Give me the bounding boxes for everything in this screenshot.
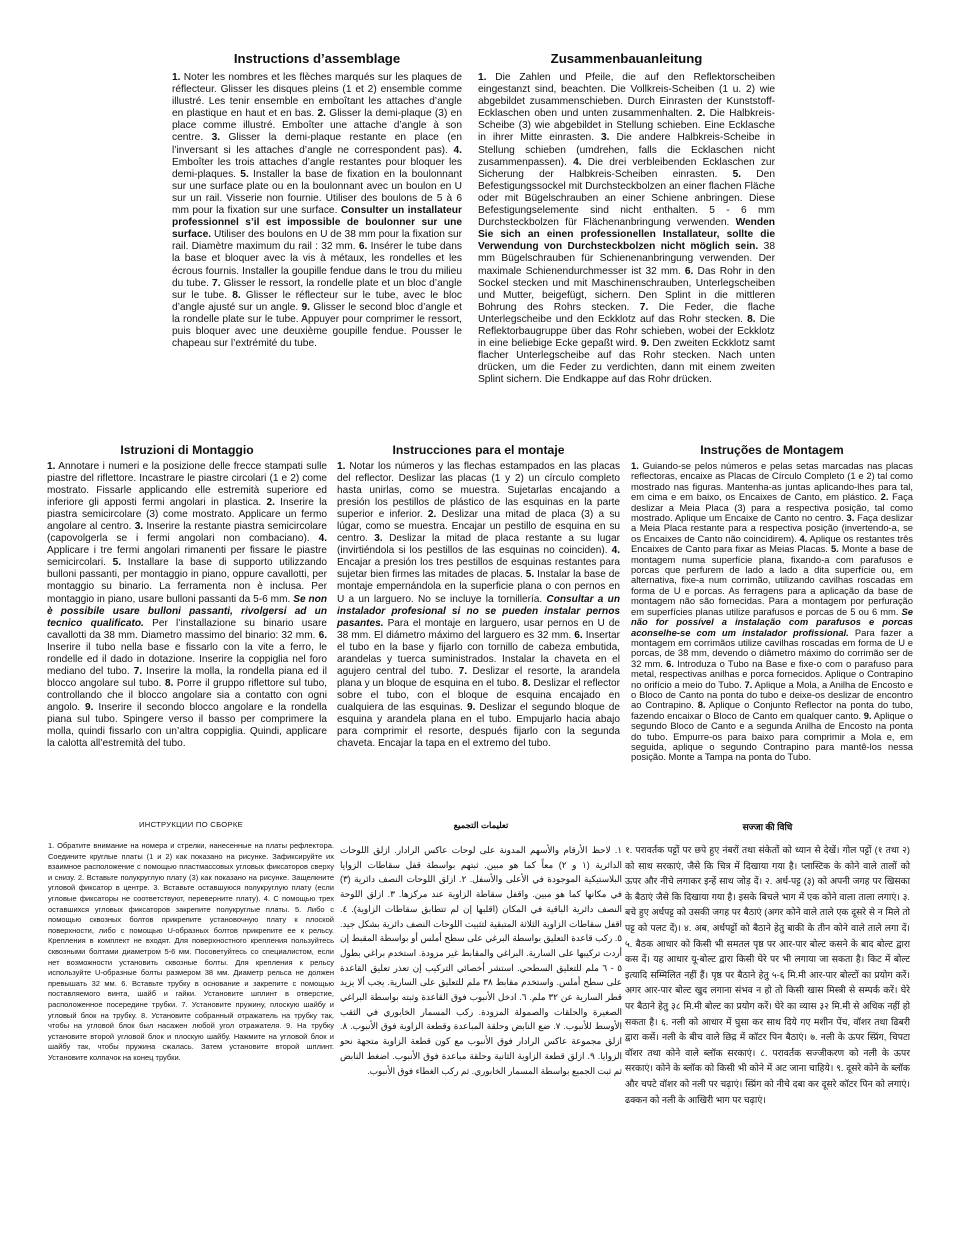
russian-title: ИНСТРУКЦИИ ПО СБОРКЕ (139, 820, 243, 829)
italian-body: 1. Annotare i numeri e la posizione delle frecce stampati sulle piastre del riflettore. Incastrare le piastre circolari (1 e 2) come mostrato. Fissarle applicando elle estremità superiore ed inferiore gli apposti fermi angolari in plastica. 2. Inserire la piastra semicircolare (3) come mostrato. Applicare un fermo angolare al centro. 3. Inserire la restante piastra semicircolare (capovolgerla se i fermi angolari non combaciano). 4. Applicare i tre fermi angolari rimanenti per fissare le piastre semicircolari. 5. Installare la base di supporto utilizzando bulloni passanti, per montaggio in piano, oppure cavallotti, per montaggio su binario. La ferramenta non è inclusa. Per montaggio in piano, usare bulloni passanti da 5-6 mm. Se non è possibile usare bulloni passanti, rivolgersi ad un tecnico qualificato. Per l’installazione su binario usare cavallotti da 38 mm. Diametro massimo del binario: 32 mm. 6. Inserire il tubo nella base e fissarlo con la vite a ferro, le rondelle ed il dado in dotazione. Inserire la coppiglia nel foro mediano del tubo. 7. Inserire la molla, la rondella piana ed il blocco angolare sul tubo. 8. Porre il gruppo riflettore sul tubo, controllando che il blocco angolare sia a contatto con ogni angolo. 9. Inserire il secondo blocco angolare e la rondella piana sul tubo. Spingere verso il basso per comprimere la molla, quindi fissarlo con un’altra coppiglia. Quindi, applicare la calotta all’estremità del tubo. (47, 461, 328, 750)
german-body: 1. Die Zahlen und Pfeile, die auf den Reflektorscheiben eingestanzt sind, beachten. Die Vollkreis-Scheiben (1 u. 2) wie abgebildet zusammenschieben. Durch Einrasten der Kunststoff-Ecklaschen oben und unten zusammenhalten. 2. Die Halbkreis-Scheibe (3) wie abgebildet in Stellung schieben. Eine Ecklasche in ihrer Mitte einrasten. 3. Die andere Halbkreis-Scheibe in Stellung schieben (umdrehen, falls die Ecklaschen nicht zusammenpassen). 4. Die drei verbleibenden Ecklaschen zur Sicherung der Halbkreis-Scheiben einrasten. 5. Den Befestigungssockel mit Durchsteckbolzen an einer flachen Fläche oder mit Bügelschrauben an einer Schiene anbringen. Diese Befestigungselemente sind nicht enthalten. 5 - 6 mm Durchsteckbolzen für Flächenanbringung verwenden. Wenden Sie sich an einen professionellen Installateur, sollte die Verwendung von Durchsteckbolzen nicht möglich sein. 38 mm Bügelschrauben für Schienenanbringung verwenden. Der maximale Schienendurchmesser ist 32 mm. 6. Das Rohr in den Sockel stecken und mit Maschinenschrauben, Unterlegscheiben und Mutter, beigefügt, sichern. Den Splint in die mittleren Bohrung des Rohrs stecken. 7. Die Feder, die flache Unterlegscheibe und den Eckklotz auf das Rohr stecken. 8. Die Reflektorbaugruppe über das Rohr schieben, wobei der Eckklotz in eine beliebige Ecke gepaßt wird. 9. Den zweiten Eckklotz samt flacher Unterlegscheibe auf das Rohr stecken. Nach unten drücken, um die Feder zu verdichten, dann mit einem zweiten Splint sichern. Die Endkappe auf das Rohr drücken. (478, 72, 775, 386)
french-instructions (172, 51, 462, 350)
hindi-instructions (625, 820, 910, 1108)
german-instructions (478, 51, 775, 386)
portuguese-title: Instruções de Montagem (700, 443, 844, 457)
portuguese-instructions (631, 443, 913, 763)
french-title: Instructions d’assemblage (233, 51, 401, 66)
italian-instructions (47, 443, 327, 750)
russian-instructions (48, 820, 334, 1063)
arabic-title: تعليمات التجميع (453, 820, 509, 830)
italian-title: Istruzioni di Montaggio (120, 443, 254, 457)
hindi-body: १. परावर्तक पट्टों पर छपे हुए नंबरों तथा संकेतों को ध्यान से देखें। गोल पट्टों (१ तथा २) को साथ सरकाएं, जैसे कि चित्र में दिखाया गया है। प्लास्टिक के कोने वाले तालों को ऊपर और नीचे लगाकर इन्हें साथ जोड़ दें। २. अर्ध-पट्ट (३) को अपनी जगह पर खिसका के बैठाएं जैसे कि दिखाया गया है। इसके बिचले भाग में एक कोने वाला ताला लगाएं। ३. बचे हुए अर्धपट्ट को उसकी जगह पर बैठाएं (अगर कोने वाले ताले एक दूसरे से न मिले तो पट्ट को पलट दें)। ४. अब, अर्धपट्टों को बैठाने हेतु बाकी के तीन कोने वाले ताले लगा दें। ५. बैठक आधार को किसी भी समतल पृष्ठ पर आर-पार बोल्ट कसने के बाद बोल्ट द्वारा कस दें। यह आधार यू-बोल्ट द्वारा किसी घेरे पर भी लगाया जा सकता है। किट में बोल्ट इत्यादि सम्मिलित नहीं हैं। पृष्ठ पर बैठाने हेतु ५-६ मि.मी आर-पार बोल्टों का प्रयोग करें। अगर आर-पार बोल्ट खुद लगाना संभव न हो तो किसी खास मिस्त्री से सम्पर्क करें। घेरे पर बैठाने हेतु ३८ मि.मी बोल्ट का प्रयोग करें। घेरे का व्यास ३२ मि.मी से अधिक नहीं हो सकता है। ६. नली को आधार में घुसा कर साथ दिये गए मशीन पेंच, वॉशर तथा ढिबरी द्वारा कसें। नली के बीच वाले छिद्र में कॉटर पिन बैठाएं। ७. नली के ऊपर स्प्रिंग, चिपटा वॉशर तथा कोने वाले ब्लॉक सरकाएं। ८. परावर्तक सज्जीकरण को नली के ऊपर सरकाएं। कोने के ब्लॉक को किसी भी कोने में अट जाना चाहिये। ९. दूसरे कोने के ब्लॉक और चपटे वॉशर को नली पर चढ़ाएं। स्प्रिंग को नीचे दबा कर दूसरे कॉटर पिन को लगाएं। ढक्कन को नली के आखिरी भाग पर चढ़ाएं। (625, 845, 910, 1105)
german-title: Zusammenbauanleitung (550, 51, 703, 66)
russian-body: 1. Обратите внимание на номера и стрелки, нанесенные на платы рефлектора. Соедините круглые платы (1 и 2) как показано на рисунке. Зафиксируйте их взаимное расположение с помощью пластмассовых угловых фиксаторов сверху и снизу. 2. Вставьте полукруглую плату (3) как показано на рисунке. Защелкните угловой фиксатор в центре. 3. Вставьте оставшуюся полукруглую плату (если угловые фиксаторы не соответствуют, переверните плату). 4. С помощью трех оставшихся угловых фиксаторов закрепите полукруглые платы. 5. Либо с помощью сквозных болтов прикрепите установочную плату к плоской поверхности, либо с помощью U-образных болтов прикрепите ее к рельсу. Крепления в комплект не входят. Для поверхностного крепления пользуйтесь сквозными болтами диаметром 5-6 мм. Посоветуйтесь со специалистом, если нет возможности установить сквозные болты. Для крепления к рельсу используйте U-образные болты размером 38 мм. Диаметр рельса не должен превышать 32 мм. 6. Вставьте трубку в основание и закрепите с помощью поставляемого винта, шайб и гайки. Установите шплинт в отверстие, расположенное посередине трубки. 7. Установите пружину, плоскую шайбу и угловый блок на трубку. 8. Установите собранный отражатель на трубку так, чтобы на угловой блок был насажен любой угол отражателя. 9. На трубку установите второй угловой блок и плоскую шайбу. Нажмите на угловой блок и шайбу так, чтобы пружина сжалась. Затем установите второй шплинт. Установите колпачок на конец трубки. (48, 841, 334, 1062)
arabic-body: ١. لاحظ الأرقام والأسهم المدونة على لوحات عاكس الرادار. ازلق اللوحات الدائرية (١ و ٢) معاً كما هو مبين. ثبتهم بواسطة قفل سقاطات الزوايا البلاستيكية الموجودة في الأعلى والأسفل. ٢. ازلق اللوحات النصف دائرية (٣) في مكانها كما هو مبين. واقفل سقاطة الزاوية عند مركزها. ٣. ازلق اللوحة النصف دائرية الباقية في المكان (اقلبها إن لم تتطابق سقاطات الزاوية). ٤. اقفل سقاطات الزاوية الثلاثة المتبقية لتثبيت اللوحات النصف دائرية بشكل جيد. ٥. ركب قاعدة التعليق بواسطة البرغي على سطح أملس أو بواسطة المقبط إن أردت تركيبها على السارية. البراغي والمقابط غير مزودة. استخدم براغي بطول ٥ - ٦ ملم للتعليق السطحي. استشر أخصائي التركيب إن تعذر تعليق القاعدة على سطح أملس. واستخدم مقابط ٣٨ ملم للتعليق على السارية. يجب ألا يزيد قطر السارية عن ٣٢ ملم. ٦. ادخل الأنبوب فوق القاعدة وثبته بواسطة البراغي الصغيرة والحلقات والصمولة المزودة. ركب المسمار الخابوري في الثقب الأوسط للأنبوب. ٧. ضع النابض وحلقة المباعدة وقطعة الزاوية فوق الأنبوب. ٨. ازلق مجموعة عاكس الرادار فوق الأنبوب مع كون قطعة الزاوية متجهة نحو الزوايا. ٩. ازلق قطعة الزاوية الثانية وحلقة مباعدة فوق الأنبوب. اضغط النابض ثم ثبت الجميع بواسطة المسمار الخابوري. ثم ركب الغطاء فوق الأنبوب. (340, 845, 623, 1076)
spanish-instructions (337, 443, 620, 750)
spanish-title: Instrucciones para el montaje (392, 443, 565, 457)
french-body: 1. Noter les nombres et les flèches marqués sur les plaques de réflecteur. Glisser les disques pleins (1 et 2) ensemble comme illustré. Les tenir ensemble en emboîtant les attaches d’angle en plastique en haut et en bas. 2. Glisser la demi-plaque (3) en place comme illustré. Emboîter une attache d’angle à son centre. 3. Glisser la demi-plaque restante en place (en l’inversant si les attaches d’angle ne correspondent pas). 4. Emboîter les trois attaches d’angle restantes pour bloquer les demi-plaques. 5. Installer la base de fixation en la boulonnant sur une surface plate ou en la boulonnant avec un boulon en U sur un rail. Visserie non fournie. Utiliser des boulons de 5 à 6 mm pour la fixation sur une surface. Consulter un installateur professionnel s’il est impossible de boulonner sur une surface. Utiliser des boulons en U de 38 mm pour la fixation sur rail. Diamètre maximum du rail : 32 mm. 6. Insérer le tube dans la base et bloquer avec la vis à métaux, les rondelles et les écrous fournis. Installer la goupille fendue dans le trou du milieu du tube. 7. Glisser le ressort, la rondelle plate et un bloc d’angle sur le tube. 8. Glisser le réflecteur sur le tube, avec le bloc d’angle ajusté sur un angle. 9. Glisser le second bloc d’angle et la rondelle plate sur le tube. Appuyer pour comprimer le ressort, puis bloquer avec une deuxième goupille fendue. Pousser le chapeau sur l’extrémité du tube. (172, 72, 463, 350)
arabic-instructions (340, 820, 622, 1078)
hindi-title: सज्जा की विधि (742, 822, 793, 832)
portuguese-body: 1. Guiando-se pelos números e pelas setas marcadas nas placas reflectoras, encaixe as Placas de Círculo Completo (1 e 2) tal como mostrado nas figuras. Mantenha-as juntas aplicando-lhes para tal, em cima e em baixo, os Encaixes de Canto, em plástico. 2. Faça deslizar a Meia Placa (3) para a respectiva posição, tal como mostrado. Aplique um Encaixe de Canto no centro. 3. Faça deslizar a Meia Placa restante para a respectiva posição (invertendo-a, se os Encaixes de Canto não coincidirem). 4. Aplique os restantes três Encaixes de Canto para fixar as Meias Placas. 5. Monte a base de montagem numa superfície plana, fixando-a com parafusos e porcas que perfurem de lado a lado a dita superfície ou, em alternativa, fixe-a num corrimão, utilizando cavilhas roscadas em forma de U e porcas. As ferragens para a aplicação da base de montagem não são fornecidas. Para a montagem por perfuração em superfícies planas utilize parafusos e porcas de 5 ou 6 mm. Se não for possível a instalação com parafusos e porcas aconselhe-se com um instalador profissional. Para fazer a montagem em corrimãos utilize cavilhas roscadas em forma de U e porcas, de 38 mm, devendo o diâmetro máximo do corrimão ser de 32 mm. 6. Introduza o Tubo na Base e fixe-o com o parafuso para metal, respectivas anilhas e porca fornecidos. Aplique o Contrapino no orifício a meio do Tubo. 7. Aplique a Mola, a Anilha de Encosto e o Bloco de Canto na ponta do tubo e deixe-os deslizar de encontro ao Contrapino. 8. Aplique o Conjunto Reflector na ponta do tubo, fazendo encaixar o Bloco de Canto em qualquer canto. 9. Aplique o segundo Bloco de Canto e a segunda Anilha de Encosto na ponta do tubo. Empurre-os para baixo para comprimir a Mola e, em seguida, aplique o segundo Contrapino para mantê-los nessa posição. Monte a Tampa na ponta do Tubo. (631, 460, 914, 763)
spanish-body: 1. Notar los números y las flechas estampados en las placas del reflector. Deslizar las placas (1 y 2) un círculo completo hasta unirlas, como se muestra. Sujetarlas encajando a presión los pestillos de plástico de las esquinas en la parte superior e inferior. 2. Deslizar una mitad de placa (3) a su lúgar, como se muestra. Encajar un pestillo de esquina en su centro. 3. Deslizar la mitad de placa restante a su lugar (invirtiéndola si los pestillos de las esquinas no coinciden). 4. Encajar a presión los tres pestillos de esquinas restantes para sujetar bien firmes las mitades de placas. 5. Instalar la base de montaje empernándola en la superficie plana o con pernos en U a un larguero. No se incluye la tornillería. Consultar a un instalador profesional si no se pueden instalar pernos pasantes. Para el montaje en larguero, usar pernos en U de 38 mm. El diámetro máximo del larguero es 32 mm. 6. Insertar el tubo en la base y fijarlo con tornillo de cabeza embutida, arandelas y tuerca suministrados. Instalar la chaveta en el agujero central del tubo. 7. Deslizar el resorte, la arandela plana y un bloque de esquina en el tubo. 8. Deslizar el reflector sobre el tubo, con el bloque de esquina encajado en cualquiera de las esquinas. 9. Deslizar el segundo bloque de esquina y arandela plana en el tubo. Empujarlo hacia abajo para comprimir el resorte, después fijarlo con la segunda chaveta. Encajar la tapa en el extremo del tubo. (337, 461, 621, 750)
